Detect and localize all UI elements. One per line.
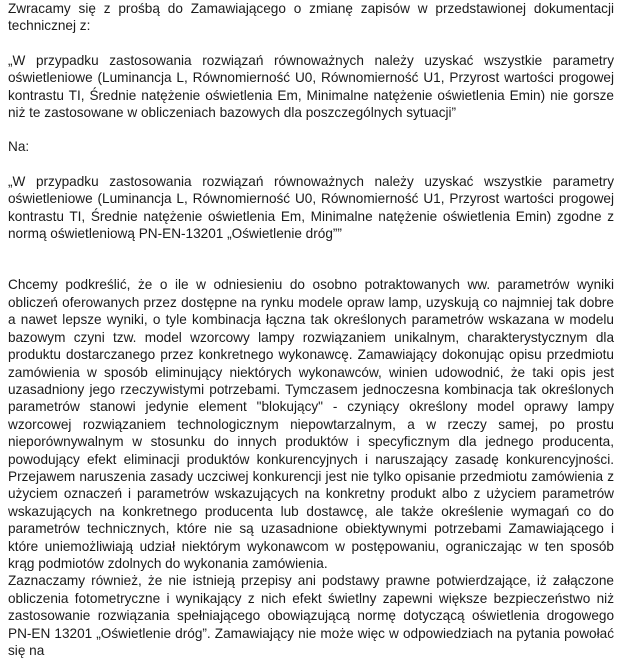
original-clause-quote: „W przypadku zastosowania rozwiązań równoważnych należy uzyskać wszystkie parametry oświetleniowe (Luminancja L, Równomierność U0, Równomierność U1, Przyrost wartości progowej kontrastu TI, Średnie natężenie oświetlenia Em, Minimalne natężenie oświetlenia Emin) nie gorsze niż te zastosowane w obliczeniach bazowych dla poszczególnych sytuacji”	[8, 52, 614, 121]
replacement-label: Na:	[8, 139, 30, 155]
proposed-clause-quote: „W przypadku zastosowania rozwiązań równoważnych należy uzyskać wszystkie parametry oświetleniowe (Luminancja L, Równomierność U0, Równomierność U1, Przyrost wartości progowej kontrastu TI, Średnie natężenie oświetlenia Em, Minimalne natężenie oświetlenia Emin) zgodne z normą oświetleniową PN-EN-13201 „Oświetlenie dróg””	[8, 173, 614, 242]
body-paragraph-2: Zaznaczamy również, że nie istnieją przepisy ani podstawy prawne potwierdzające, iż załączone obliczenia fotometryczne i wynikający z nich efekt świetlny zapewni większe bezpieczeństwo niż zastosowanie rozwiązania spełniającego obowiązującą normę dotyczącą oświetlenia drogowego PN-EN 13201 „Oświetlenie dróg”. Zamawiający nie może więc w odpowiedziach na pytania powołać się na	[8, 573, 614, 658]
document-page	[8, 0, 614, 659]
intro-paragraph: Zwracamy się z prośbą do Zamawiającego o zmianę zapisów w przedstawionej dokumentacji technicznej z:	[8, 1, 614, 34]
body-paragraph-1: Chcemy podkreślić, że o ile w odniesieniu do osobno potraktowanych ww. parametrów wyniki obliczeń oferowanych przez dostępne na rynku modele opraw lamp, uzyskują co najmniej tak dobre a nawet lepsze wyniki, o tyle kombinacja łączna tak określonych parametrów wskazana w modelu bazowym czyni tzw. model wzorcowy lampy rozwiązaniem unikalnym, charakterystycznym dla produktu dostarczanego przez konkretnego wykonawcę. Zamawiający dokonując opisu przedmiotu zamówienia w sposób eliminujący niektórych wykonawców, winien udowodnić, że taki opis jest uzasadniony jego rzeczywistymi potrzebami. Tymczasem jednoczesna kombinacja tak określonych parametrów stanowi jedynie element "blokujący" - czyniący określony model oprawy lampy wzorcowej rozwiązaniem technologicznym niepowtarzalnym, a w rzeczy samej, po prostu nieporównywalnym w stosunku do innych produktów i specyficznym dla jednego producenta, powodujący efekt eliminacji produktów konkurencyjnych i naruszający zasadę konkurencyjności. Przejawem naruszenia zasady uczciwej konkurencji jest nie tylko opisanie przedmiotu zamówienia z użyciem oznaczeń i parametrów wskazujących na konkretny produkt albo z użyciem parametrów wskazujących na konkretnego producenta lub dostawcę, ale także określenie wymagań co do parametrów technicznych, które nie są uzasadnione obiektywnymi potrzebami Zamawiającego i które uniemożliwiają udział niektórym wykonawcom w postępowaniu, ograniczając w ten sposób krąg podmiotów zdolnych do wykonania zamówienia.	[8, 277, 614, 571]
